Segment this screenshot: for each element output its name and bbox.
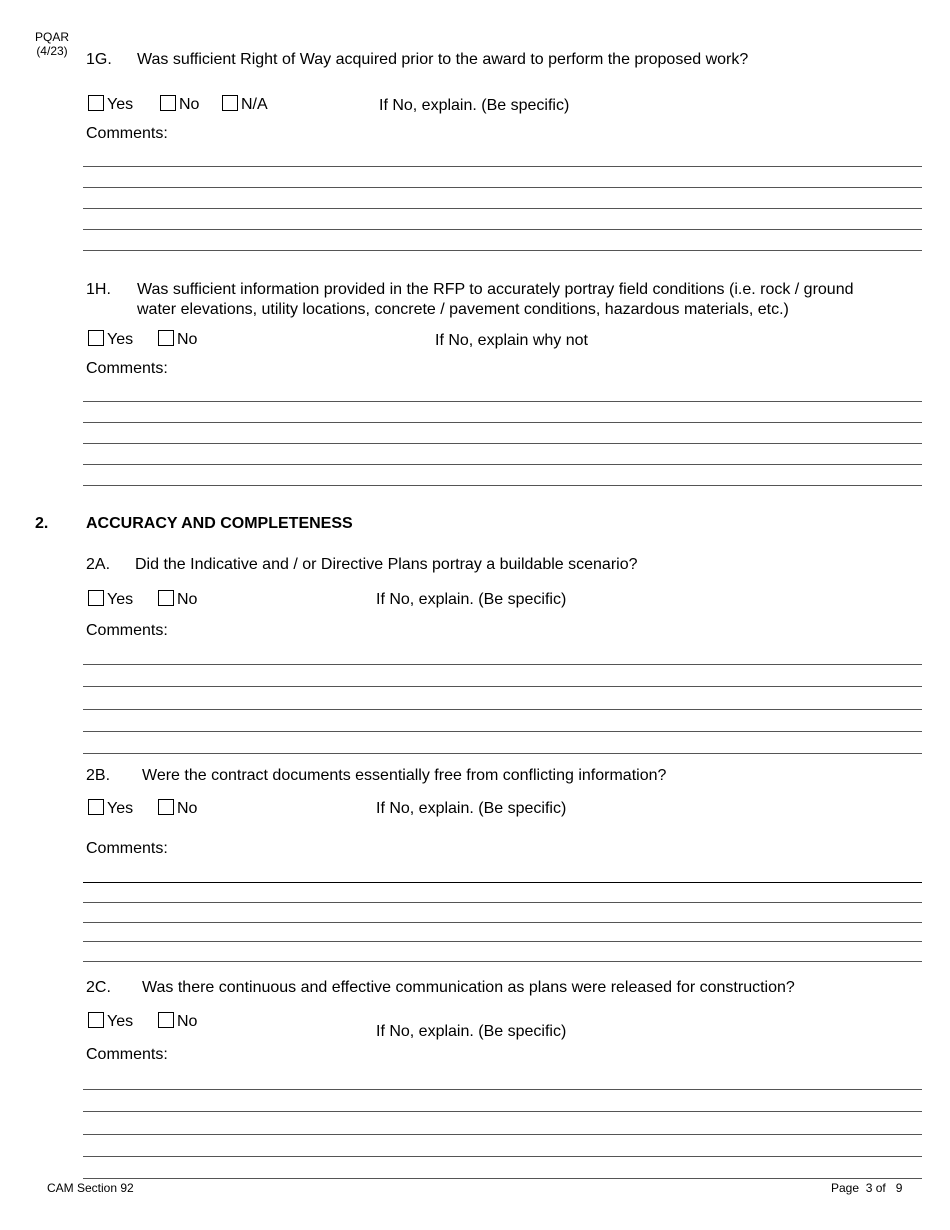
comment-line[interactable] (83, 882, 922, 883)
question-2a (86, 555, 926, 575)
options-1g (88, 95, 288, 115)
explain-hint: If No, explain. (Be specific) (376, 591, 567, 608)
comment-line[interactable] (83, 731, 922, 732)
question-text: Were the contract documents essentially free from conflicting information? (142, 767, 667, 784)
form-id (33, 30, 71, 58)
comment-line[interactable] (83, 166, 922, 167)
comments-label: Comments: (86, 622, 168, 639)
comment-line[interactable] (83, 187, 922, 188)
explain-hint: If No, explain why not (435, 332, 588, 349)
comments-label: Comments: (86, 360, 168, 377)
checkbox[interactable] (88, 95, 104, 111)
checkbox[interactable] (158, 1012, 174, 1028)
question-1g (86, 50, 926, 70)
option-no[interactable]: No (158, 1012, 197, 1032)
checkbox[interactable] (88, 590, 104, 606)
question-number: 2C. (86, 979, 111, 996)
option-no[interactable]: No (158, 330, 197, 350)
option-yes[interactable]: Yes (88, 799, 133, 819)
checkbox[interactable] (158, 590, 174, 606)
option-yes[interactable]: Yes (88, 330, 133, 350)
options-1h (88, 330, 238, 350)
question-number: 2B. (86, 767, 111, 784)
footer-section: CAM Section 92 (47, 1181, 134, 1195)
comment-line[interactable] (83, 208, 922, 209)
question-2b (86, 766, 926, 786)
options-2b (88, 799, 238, 819)
comment-line[interactable] (83, 250, 922, 251)
comment-line[interactable] (83, 961, 922, 962)
option-yes[interactable]: Yes (88, 590, 133, 610)
comment-line[interactable] (83, 229, 922, 230)
checkbox[interactable] (88, 799, 104, 815)
section-number: 2. (35, 515, 49, 532)
options-2a (88, 590, 238, 610)
question-2c (86, 978, 926, 998)
comment-line[interactable] (83, 1111, 922, 1112)
question-number: 1G. (86, 51, 112, 68)
option-yes[interactable]: Yes (88, 1012, 133, 1032)
option-no[interactable]: No (158, 799, 197, 819)
footer-page-number: Page 3 of 9 (831, 1181, 903, 1195)
comment-line[interactable] (83, 1156, 922, 1157)
comment-line[interactable] (83, 664, 922, 665)
explain-hint: If No, explain. (Be specific) (376, 800, 567, 817)
comment-line[interactable] (83, 686, 922, 687)
comments-label: Comments: (86, 125, 168, 142)
explain-hint: If No, explain. (Be specific) (379, 97, 570, 114)
checkbox[interactable] (222, 95, 238, 111)
comment-line[interactable] (83, 1134, 922, 1135)
checkbox[interactable] (158, 799, 174, 815)
option-no[interactable]: No (160, 95, 199, 115)
comment-line[interactable] (83, 464, 922, 465)
checkbox[interactable] (158, 330, 174, 346)
option-na[interactable]: N/A (222, 95, 268, 115)
comment-line[interactable] (83, 401, 922, 402)
footer-rule (83, 1178, 922, 1179)
question-number: 1H. (86, 281, 111, 298)
form-date: (4/23) (36, 44, 68, 58)
question-text: Was sufficient Right of Way acquired prior to the award to perform the proposed work? (137, 51, 749, 68)
section-title: ACCURACY AND COMPLETENESS (86, 515, 353, 532)
comment-line[interactable] (83, 443, 922, 444)
comments-label: Comments: (86, 1046, 168, 1063)
question-text: Did the Indicative and / or Directive Plans portray a buildable scenario? (135, 556, 638, 573)
checkbox[interactable] (160, 95, 176, 111)
comment-line[interactable] (83, 902, 922, 903)
comments-label: Comments: (86, 840, 168, 857)
comment-line[interactable] (83, 1089, 922, 1090)
question-text: Was there continuous and effective communication as plans were released for construction? (142, 979, 795, 996)
options-2c (88, 1012, 238, 1032)
comment-line[interactable] (83, 941, 922, 942)
comment-line[interactable] (83, 753, 922, 754)
question-text-line1: Was sufficient information provided in the RFP to accurately portray field conditions (i.e. rock / ground (137, 281, 854, 298)
checkbox[interactable] (88, 330, 104, 346)
question-number: 2A. (86, 556, 111, 573)
option-yes[interactable]: Yes (88, 95, 133, 115)
option-no[interactable]: No (158, 590, 197, 610)
question-1h (86, 280, 926, 322)
explain-hint: If No, explain. (Be specific) (376, 1023, 567, 1040)
question-text-line2: water elevations, utility locations, concrete / pavement conditions, hazardous materials, etc.) (137, 301, 789, 318)
comment-line[interactable] (83, 422, 922, 423)
comment-line[interactable] (83, 709, 922, 710)
comment-line[interactable] (83, 485, 922, 486)
form-code: PQAR (34, 30, 69, 44)
checkbox[interactable] (88, 1012, 104, 1028)
comment-line[interactable] (83, 922, 922, 923)
